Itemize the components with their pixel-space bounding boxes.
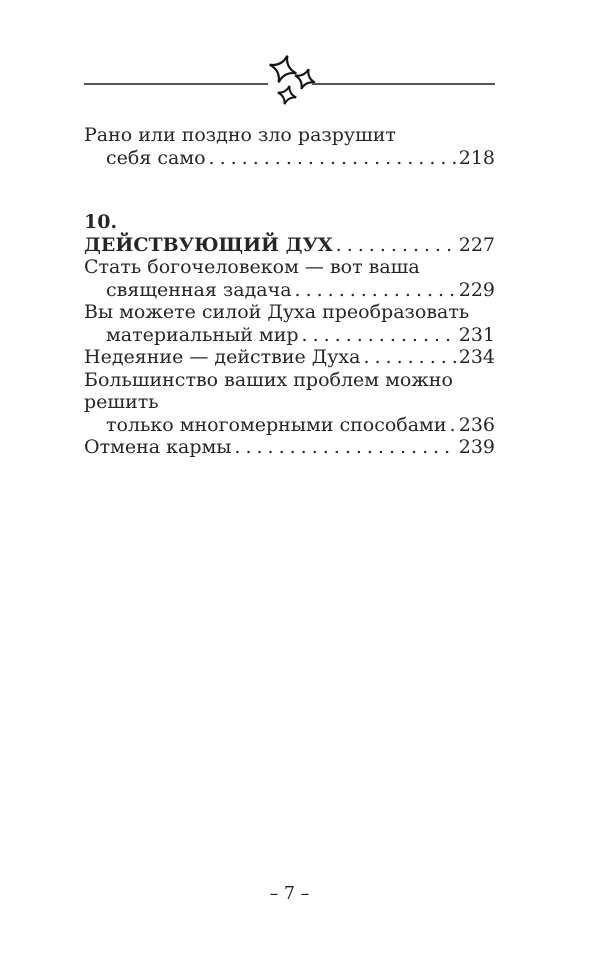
toc-entry: [84, 301, 495, 346]
toc-entry: [84, 256, 495, 301]
toc-entry-text: только многомерными способами: [106, 413, 447, 436]
toc-page-number: 227: [458, 233, 495, 256]
dot-leader: [449, 414, 455, 437]
toc-entry-text: материальный мир: [106, 323, 299, 346]
table-of-contents: [84, 124, 495, 459]
toc-entry-text: Вы можете силой Духа преобразовать: [84, 301, 470, 323]
ornament-rule-left: [84, 83, 268, 85]
dot-leader: [336, 234, 456, 257]
dot-leader: [363, 346, 455, 369]
chapter-number: 10.: [84, 211, 118, 233]
chapter-title: ДЕЙСТВУЮЩИЙ ДУХ: [84, 233, 333, 256]
ornament-rule-right: [312, 83, 495, 85]
toc-entry-text: себя само: [106, 146, 206, 169]
dot-leader: [295, 279, 456, 302]
toc-chapter-entry: [84, 211, 495, 256]
toc-page-number: 239: [458, 436, 495, 458]
sparkle-stars-icon: [261, 48, 321, 108]
toc-page-number: 236: [458, 413, 495, 436]
toc-entry: [84, 346, 495, 369]
dot-leader: [209, 147, 456, 170]
toc-entry-text: Недеяние — действие Духа: [84, 346, 361, 368]
page-number: – 7 –: [269, 884, 310, 904]
toc-entry-text: Рано или поздно зло разрушит: [84, 124, 396, 146]
toc-entry-text: Отмена кармы: [84, 436, 232, 458]
dot-leader: [302, 324, 456, 347]
toc-page-number: 229: [458, 278, 495, 301]
toc-page-number: 231: [458, 323, 495, 346]
page-footer: [84, 884, 495, 904]
toc-entry: [84, 369, 495, 437]
toc-entry-text: Стать богочеловеком — вот ваша: [84, 256, 420, 278]
toc-page-number: 234: [458, 346, 495, 368]
toc-entry: [84, 124, 495, 169]
dot-leader: [234, 436, 455, 459]
toc-page-number: 218: [458, 146, 495, 169]
toc-entry: [84, 436, 495, 459]
toc-entry-text: Большинство ваших проблем можно решить: [84, 368, 453, 413]
toc-entry-text: священная задача: [106, 278, 292, 301]
